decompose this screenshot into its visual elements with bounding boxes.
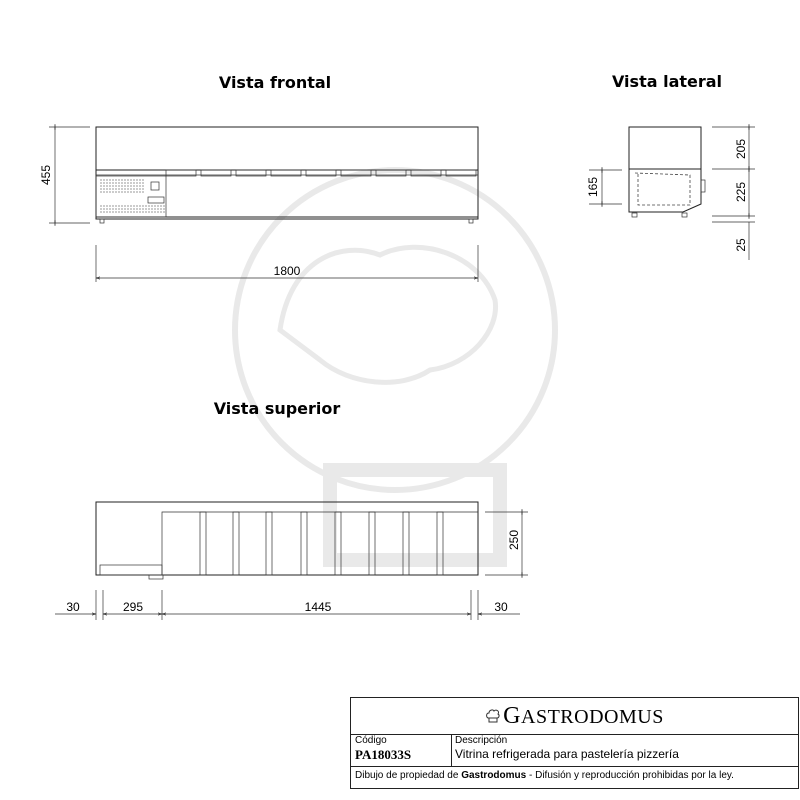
front-width-dimension [96,245,478,282]
dim-front-height: 455 [39,164,53,186]
description-label: Descripción [455,735,508,746]
dim-top-seg-3: 1445 [304,600,332,614]
front-height-dimension [39,127,90,223]
description-value: Vitrina refrigerada para pastelería pizzería [455,747,679,761]
description-cell [451,734,798,766]
dim-side-mid: 225 [734,181,748,203]
code-value: PA18033S [355,747,412,762]
brand-name: GASTRODOMUS [503,702,664,729]
front-foot-left [100,219,104,223]
chef-hat-icon [485,708,501,724]
front-switch [151,182,159,190]
dim-side-bottom: 25 [734,238,748,252]
top-view-title: Vista superior [213,399,341,418]
title-block [350,697,799,789]
dim-front-width: 1800 [273,264,301,278]
side-dimensions [586,127,755,260]
code-cell [351,734,452,766]
side-view-title: Vista lateral [611,72,723,91]
dim-side-top: 205 [734,138,748,160]
front-view-title: Vista frontal [218,73,332,92]
code-label: Código [355,735,387,746]
brand-row [351,698,798,735]
front-controller [148,197,164,203]
front-foot-right [469,219,473,223]
top-view [96,502,478,579]
ownership-notice: Dibujo de propiedad de Gastrodomus - Difusión y reproducción prohibidas por la ley. [355,770,734,781]
side-view [629,127,705,217]
front-vent-grille [100,180,165,212]
dim-top-seg-2: 295 [122,600,144,614]
info-row [351,734,798,767]
dim-top-depth: 250 [507,529,521,551]
dim-top-seg-1: 30 [66,600,80,614]
dim-side-inner: 165 [586,176,600,198]
dim-top-seg-4: 30 [494,600,508,614]
